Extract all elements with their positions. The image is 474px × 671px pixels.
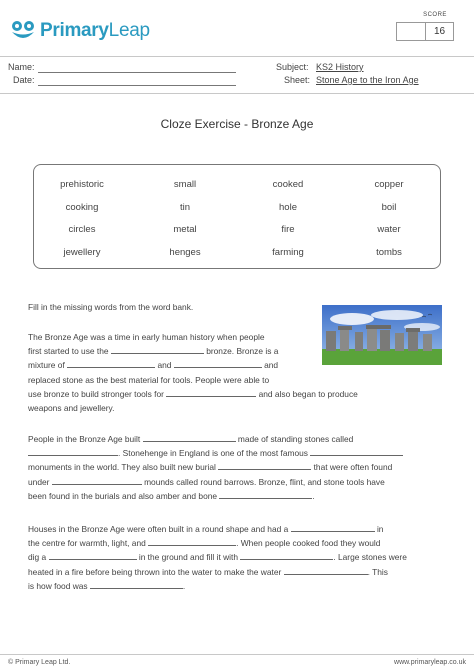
word-bank-item: prehistoric bbox=[60, 179, 104, 190]
footer-divider bbox=[0, 654, 474, 655]
blank-input[interactable] bbox=[284, 566, 368, 575]
word-bank-item: farming bbox=[272, 247, 304, 258]
word-bank-item: tin bbox=[179, 202, 191, 213]
word-bank-item: cooking bbox=[65, 202, 99, 213]
footer-website-link[interactable]: www.primaryleap.co.uk bbox=[394, 659, 466, 666]
paragraph-2: People in the Bronze Age built made of standing stones called . Stonehenge in England is one of the most famous monuments in the world. They also built new burial that were often found under mounds called round barrows. Bronze, flint, and stone tools have been found in the burials and also amber and bone . bbox=[28, 432, 448, 503]
blank-input[interactable] bbox=[310, 447, 403, 456]
sheet-label: Sheet: bbox=[284, 75, 311, 85]
fields-divider bbox=[0, 93, 474, 94]
word-bank-item: henges bbox=[169, 247, 201, 258]
blank-input[interactable] bbox=[52, 476, 142, 485]
word-bank-item: cooked bbox=[272, 179, 304, 190]
subject-value: KS2 History bbox=[316, 62, 364, 72]
instructions: Fill in the missing words from the word bank. bbox=[28, 302, 194, 312]
header bbox=[0, 0, 474, 52]
blank-input[interactable] bbox=[174, 359, 262, 368]
blank-input[interactable] bbox=[148, 537, 236, 546]
blank-input[interactable] bbox=[166, 388, 256, 397]
score-label: SCORE bbox=[423, 12, 447, 18]
sheet-value: Stone Age to the Iron Age bbox=[316, 75, 419, 85]
blank-input[interactable] bbox=[90, 580, 183, 589]
word-bank bbox=[33, 164, 441, 269]
blank-input[interactable] bbox=[49, 551, 137, 560]
blank-input[interactable] bbox=[218, 461, 311, 470]
word-bank-item: hole bbox=[279, 202, 297, 213]
blank-input[interactable] bbox=[28, 447, 118, 456]
score-value: 16 bbox=[433, 26, 446, 37]
word-bank-item: tombs bbox=[376, 247, 402, 258]
subject-label: Subject: bbox=[276, 62, 309, 72]
header-divider bbox=[0, 56, 474, 57]
stonehenge-photo bbox=[322, 305, 442, 365]
score-blank-cell[interactable] bbox=[397, 23, 426, 40]
brand-logo[interactable] bbox=[10, 20, 150, 42]
word-bank-item: circles bbox=[68, 224, 96, 235]
word-bank-item: small bbox=[173, 179, 197, 190]
date-label: Date: bbox=[13, 75, 35, 85]
blank-input[interactable] bbox=[143, 433, 236, 442]
word-bank-item: boil bbox=[381, 202, 397, 213]
name-field[interactable] bbox=[38, 72, 236, 73]
blank-input[interactable] bbox=[240, 551, 333, 560]
footer-copyright: © Primary Leap Ltd. bbox=[8, 659, 71, 666]
word-bank-item: copper bbox=[374, 179, 404, 190]
paragraph-3: Houses in the Bronze Age were often built in a round shape and had a in the centre for warmth, light, and . When people cooked food they would dig a in the ground and fill it with . Large stones were heated in a fire before being thrown into the water to make the water . This is how food was . bbox=[28, 524, 407, 591]
frog-logo-icon bbox=[10, 20, 36, 42]
brand-name: PrimaryLeap bbox=[40, 20, 150, 41]
page-title: Cloze Exercise - Bronze Age bbox=[160, 117, 314, 131]
name-label: Name: bbox=[8, 62, 35, 72]
word-bank-item: metal bbox=[173, 224, 197, 235]
score-box bbox=[396, 22, 454, 41]
paragraph-1: The Bronze Age was a time in early human history when people first started to use the bronze. Bronze is a mixture of and and replaced stone as the best material for tools. People were able to use bronze to build stronger tools for and also began to produce weapons and jewellery. bbox=[28, 332, 358, 414]
blank-input[interactable] bbox=[67, 359, 155, 368]
word-bank-item: fire bbox=[281, 224, 295, 235]
word-bank-item: jewellery bbox=[63, 247, 101, 258]
blank-input[interactable] bbox=[111, 345, 204, 354]
date-field[interactable] bbox=[38, 85, 236, 86]
word-bank-item: water bbox=[377, 224, 401, 235]
blank-input[interactable] bbox=[291, 523, 375, 532]
blank-input[interactable] bbox=[219, 490, 312, 499]
